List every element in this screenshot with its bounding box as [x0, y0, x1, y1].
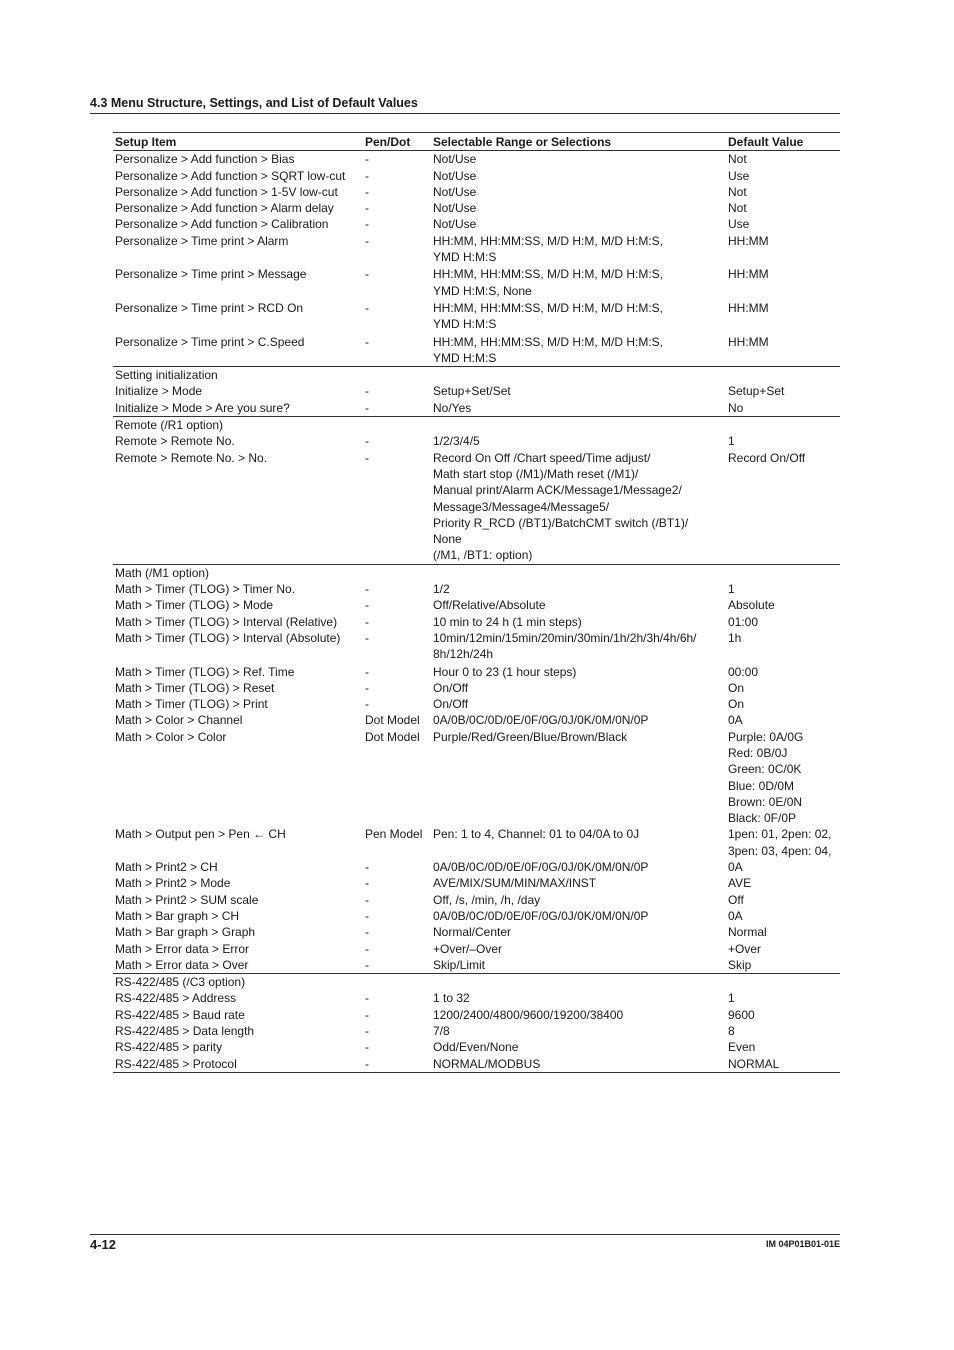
default-value-cell: HH:MM	[728, 300, 769, 315]
default-value-cell: HH:MM	[728, 334, 769, 349]
default-value-cell: No	[728, 400, 744, 415]
setup-item-cell: Remote > Remote No. > No.	[115, 450, 268, 465]
pen-dot-cell: -	[365, 697, 369, 712]
table-row	[113, 433, 840, 449]
pen-dot-cell: -	[365, 1024, 369, 1039]
table-row	[113, 597, 840, 613]
default-value-cell: Absolute	[728, 598, 775, 613]
table-row	[113, 200, 840, 216]
setup-item-cell: Personalize > Time print > Alarm	[115, 233, 289, 248]
default-value-cell: 9600	[728, 1007, 755, 1022]
setup-item-cell: RS-422/485 > Baud rate	[115, 1007, 245, 1022]
setup-item-cell: Math > Color > Channel	[115, 713, 243, 728]
table-row	[113, 630, 840, 663]
document-id: IM 04P01B01-01E	[765, 1239, 840, 1249]
range-cell: Normal/Center	[433, 925, 512, 940]
cell-line: HH:MM, HH:MM:SS, M/D H:M, M/D H:M:S,	[433, 267, 663, 282]
default-value-cell: On	[728, 697, 745, 712]
table-row	[113, 1056, 840, 1073]
table-row	[113, 400, 840, 417]
table-header-row	[113, 133, 840, 151]
pen-dot-cell: -	[363, 1056, 431, 1073]
pen-dot-cell: -	[365, 860, 369, 875]
cell-line: 3pen: 03, 4pen: 04,	[728, 843, 832, 858]
range-cell	[431, 630, 726, 663]
range-cell: Not/Use	[433, 152, 477, 167]
table-row	[113, 1023, 840, 1039]
cell-line: HH:MM, HH:MM:SS, M/D H:M, M/D H:M:S,	[433, 233, 663, 248]
default-value-cell: Use	[728, 217, 750, 232]
setup-item-cell: Initialize > Mode > Are you sure?	[115, 400, 290, 415]
default-value-cell: Not	[728, 184, 747, 199]
setup-item-cell: Math > Print2 > Mode	[115, 876, 231, 891]
table-row	[113, 924, 840, 940]
table-row	[113, 614, 840, 630]
setup-item-cell: Personalize > Add function > SQRT low-cut	[115, 168, 346, 183]
table-row	[113, 333, 840, 367]
default-value-cell: 01:00	[728, 614, 759, 629]
default-value-cell: 1h	[728, 630, 742, 645]
pen-dot-cell: -	[365, 941, 369, 956]
setup-item-cell: Math > Bar graph > CH	[115, 908, 240, 923]
range-cell: On/Off	[433, 697, 469, 712]
pen-dot-cell: -	[365, 876, 369, 891]
group-title: RS-422/485 (/C3 option)	[113, 974, 840, 991]
cell-line: 10min/12min/15min/20min/30min/1h/2h/3h/4h/6h/	[433, 630, 697, 645]
default-value-cell: Normal	[728, 925, 767, 940]
cell-line: Black: 0F/0P	[728, 811, 797, 826]
pen-dot-cell: -	[365, 201, 369, 216]
setup-item-cell: Math > Timer (TLOG) > Print	[115, 697, 268, 712]
range-cell: Odd/Even/None	[433, 1040, 519, 1055]
table-row	[113, 859, 840, 875]
setup-item-cell: Math > Timer (TLOG) > Interval (Absolute)	[115, 630, 341, 645]
range-cell: Purple/Red/Green/Blue/Brown/Black	[433, 729, 628, 744]
section-title: 4.3 Menu Structure, Settings, and List of Default Values	[90, 96, 840, 114]
cell-line: Message3/Message4/Message5/	[433, 499, 610, 514]
group-title: Remote (/R1 option)	[113, 417, 840, 434]
table-row	[113, 712, 840, 728]
pen-dot-cell: -	[365, 582, 369, 597]
cell-line: (/M1, /BT1: option)	[433, 548, 533, 563]
table-row	[113, 233, 840, 266]
default-value-cell: 0A	[728, 908, 743, 923]
default-value-cell: 8	[728, 1024, 735, 1039]
table-row	[113, 265, 840, 299]
table-row	[113, 184, 840, 200]
pen-dot-cell: -	[365, 1040, 369, 1055]
setup-item-cell: Math > Output pen > Pen ← CH	[115, 827, 286, 842]
range-cell: Not/Use	[433, 217, 477, 232]
group-title: Setting initialization	[113, 367, 840, 384]
pen-dot-cell: Dot Model	[365, 729, 420, 744]
default-value-cell: Not	[728, 201, 747, 216]
table-body	[113, 151, 840, 1073]
range-cell: NORMAL/MODBUS	[431, 1056, 726, 1073]
default-value-cell: Not	[728, 152, 747, 167]
pen-dot-cell: -	[365, 680, 369, 695]
cell-line: Brown: 0E/0N	[728, 794, 803, 809]
setup-item-cell: Personalize > Add function > 1-5V low-cut	[115, 184, 338, 199]
pen-dot-cell: -	[365, 168, 369, 183]
range-cell	[431, 265, 726, 299]
table-row	[113, 696, 840, 712]
setup-item-cell: Math > Print2 > SUM scale	[115, 892, 259, 907]
default-value-cell: Use	[728, 168, 750, 183]
cell-line: HH:MM, HH:MM:SS, M/D H:M, M/D H:M:S,	[433, 300, 663, 315]
default-value-cell: Even	[728, 1040, 756, 1055]
setup-item-cell: Math > Timer (TLOG) > Mode	[115, 598, 274, 613]
range-cell: Setup+Set/Set	[433, 384, 511, 399]
table-row	[113, 680, 840, 696]
pen-dot-cell: -	[365, 991, 369, 1006]
default-values-table	[113, 132, 840, 1073]
cell-line: Green: 0C/0K	[728, 762, 802, 777]
cell-line: None	[433, 532, 462, 547]
pen-dot-cell: -	[365, 1007, 369, 1022]
group-title-row	[113, 564, 840, 581]
cell-line: Manual print/Alarm ACK/Message1/Message2/	[433, 483, 682, 498]
range-cell: Not/Use	[433, 168, 477, 183]
table-row	[113, 581, 840, 597]
pen-dot-cell: -	[365, 925, 369, 940]
pen-dot-cell: -	[365, 184, 369, 199]
cell-line: YMD H:M:S, None	[433, 283, 532, 298]
default-value-cell: 1	[728, 991, 735, 1006]
pen-dot-cell: -	[365, 614, 369, 629]
default-value-cell: NORMAL	[726, 1056, 840, 1073]
pen-dot-cell: Pen Model	[365, 827, 423, 842]
pen-dot-cell: -	[365, 598, 369, 613]
default-value-cell: 00:00	[728, 664, 759, 679]
table-row	[113, 892, 840, 908]
setup-item-cell: Math > Timer (TLOG) > Timer No.	[115, 582, 296, 597]
pen-dot-cell: -	[365, 334, 369, 349]
default-value-cell: Record On/Off	[728, 450, 806, 465]
range-cell	[431, 299, 726, 333]
column-header-setup-item: Setup Item	[113, 133, 363, 151]
table-row	[113, 875, 840, 891]
table-row	[113, 990, 840, 1006]
range-cell	[431, 450, 726, 565]
setup-item-cell: RS-422/485 > Protocol	[113, 1056, 363, 1073]
pen-dot-cell: -	[365, 957, 369, 972]
setup-item-cell: RS-422/485 > parity	[115, 1040, 223, 1055]
setup-item-cell: RS-422/485 > Address	[115, 991, 237, 1006]
cell-line: Purple: 0A/0G	[728, 729, 804, 744]
range-cell: 7/8	[433, 1024, 450, 1039]
default-value-cell: 0A	[728, 860, 743, 875]
table-row	[113, 450, 840, 565]
range-cell: Off/Relative/Absolute	[433, 598, 546, 613]
default-value-cell: Setup+Set	[728, 384, 785, 399]
range-cell: 1/2	[433, 582, 450, 597]
pen-dot-cell: -	[365, 892, 369, 907]
pen-dot-cell: -	[365, 400, 369, 415]
range-cell: AVE/MIX/SUM/MIN/MAX/INST	[433, 876, 597, 891]
group-title-row	[113, 367, 840, 384]
pen-dot-cell: -	[365, 152, 369, 167]
setup-item-cell: Personalize > Time print > Message	[115, 267, 307, 282]
pen-dot-cell: -	[365, 434, 369, 449]
cell-line: Red: 0B/0J	[728, 745, 788, 760]
cell-line: Blue: 0D/0M	[728, 778, 795, 793]
range-cell: 0A/0B/0C/0D/0E/0F/0G/0J/0K/0M/0N/0P	[433, 713, 649, 728]
range-cell: Off, /s, /min, /h, /day	[433, 892, 541, 907]
default-value-cell	[726, 729, 840, 827]
table-row	[113, 299, 840, 333]
default-value-cell: Off	[728, 892, 744, 907]
pen-dot-cell: -	[365, 908, 369, 923]
pen-dot-cell: -	[365, 384, 369, 399]
range-cell	[431, 233, 726, 266]
default-value-cell: AVE	[728, 876, 752, 891]
footer-divider	[90, 1234, 840, 1235]
setup-item-cell: Personalize > Add function > Alarm delay	[115, 201, 334, 216]
pen-dot-cell: -	[365, 267, 369, 282]
cell-line: 1pen: 01, 2pen: 02,	[728, 827, 832, 842]
default-value-cell	[726, 826, 840, 859]
range-cell: Pen: 1 to 4, Channel: 01 to 04/0A to 0J	[433, 827, 640, 842]
setup-item-cell: Math > Error data > Over	[115, 957, 249, 972]
column-header-pen-dot: Pen/Dot	[363, 133, 431, 151]
cell-line: HH:MM, HH:MM:SS, M/D H:M, M/D H:M:S,	[433, 334, 663, 349]
default-value-cell: 1	[728, 582, 735, 597]
setup-item-cell: Math > Bar graph > Graph	[115, 925, 256, 940]
setup-item-cell: Personalize > Add function > Calibration	[115, 217, 329, 232]
setup-item-cell: Math > Timer (TLOG) > Ref. Time	[115, 664, 295, 679]
pen-dot-cell: -	[365, 300, 369, 315]
setup-item-cell: Math > Error data > Error	[115, 941, 250, 956]
cell-line: YMD H:M:S	[433, 250, 497, 265]
range-cell	[431, 333, 726, 367]
pen-dot-cell: -	[365, 450, 369, 465]
range-cell: No/Yes	[433, 400, 472, 415]
cell-line: YMD H:M:S	[433, 350, 497, 365]
setup-item-cell: RS-422/485 > Data length	[115, 1024, 255, 1039]
range-cell: 1/2/3/4/5	[433, 434, 480, 449]
default-value-cell: 1	[728, 434, 735, 449]
table-row	[113, 941, 840, 957]
page-number: 4-12	[90, 1237, 117, 1252]
range-cell: Not/Use	[433, 184, 477, 199]
setup-item-cell: Personalize > Time print > C.Speed	[115, 334, 305, 349]
group-title-row	[113, 974, 840, 991]
table-row	[113, 1039, 840, 1055]
table-row	[113, 729, 840, 827]
range-cell: 1200/2400/4800/9600/19200/38400	[433, 1007, 624, 1022]
table-row	[113, 908, 840, 924]
default-value-cell: HH:MM	[728, 233, 769, 248]
setup-item-cell: Personalize > Add function > Bias	[115, 152, 295, 167]
setup-item-cell: Math > Timer (TLOG) > Reset	[115, 680, 275, 695]
setup-item-cell: Math > Color > Color	[115, 729, 227, 744]
table-row	[113, 1007, 840, 1023]
cell-line: Priority R_RCD (/BT1)/BatchCMT switch (/BT1)/	[433, 515, 689, 530]
pen-dot-cell: -	[365, 630, 369, 645]
table-row	[113, 216, 840, 232]
setup-item-cell: Personalize > Time print > RCD On	[115, 300, 304, 315]
range-cell: 10 min to 24 h (1 min steps)	[433, 614, 582, 629]
range-cell: Not/Use	[433, 201, 477, 216]
column-header-default: Default Value	[726, 133, 840, 151]
range-cell: 0A/0B/0C/0D/0E/0F/0G/0J/0K/0M/0N/0P	[433, 908, 649, 923]
setup-item-cell: Remote > Remote No.	[115, 434, 235, 449]
setup-item-cell: Math > Timer (TLOG) > Interval (Relative)	[115, 614, 338, 629]
range-cell: +Over/–Over	[433, 941, 503, 956]
range-cell: On/Off	[433, 680, 469, 695]
group-title: Math (/M1 option)	[113, 564, 840, 581]
default-value-cell: Skip	[728, 957, 752, 972]
cell-line: Math start stop (/M1)/Math reset (/M1)/	[433, 466, 639, 481]
pen-dot-cell: -	[365, 664, 369, 679]
range-cell: Hour 0 to 23 (1 hour steps)	[433, 664, 577, 679]
setup-item-cell: Initialize > Mode	[115, 384, 203, 399]
column-header-range: Selectable Range or Selections	[431, 133, 726, 151]
table-row	[113, 826, 840, 859]
group-title-row	[113, 417, 840, 434]
table-row	[113, 663, 840, 680]
default-value-cell: 0A	[728, 713, 743, 728]
range-cell: 0A/0B/0C/0D/0E/0F/0G/0J/0K/0M/0N/0P	[433, 860, 649, 875]
default-value-cell: HH:MM	[728, 267, 769, 282]
pen-dot-cell: Dot Model	[365, 713, 420, 728]
setup-item-cell: Math > Print2 > CH	[115, 860, 218, 875]
table-row	[113, 383, 840, 399]
cell-line: Record On Off /Chart speed/Time adjust/	[433, 450, 651, 465]
pen-dot-cell: -	[365, 233, 369, 248]
table-row	[113, 168, 840, 184]
range-cell: 1 to 32	[433, 991, 470, 1006]
cell-line: 8h/12h/24h	[433, 647, 494, 662]
default-value-cell: +Over	[728, 941, 762, 956]
pen-dot-cell: -	[365, 217, 369, 232]
cell-line: YMD H:M:S	[433, 317, 497, 332]
default-value-cell: On	[728, 680, 745, 695]
table-row	[113, 957, 840, 974]
range-cell: Skip/Limit	[433, 957, 486, 972]
table-row	[113, 151, 840, 168]
